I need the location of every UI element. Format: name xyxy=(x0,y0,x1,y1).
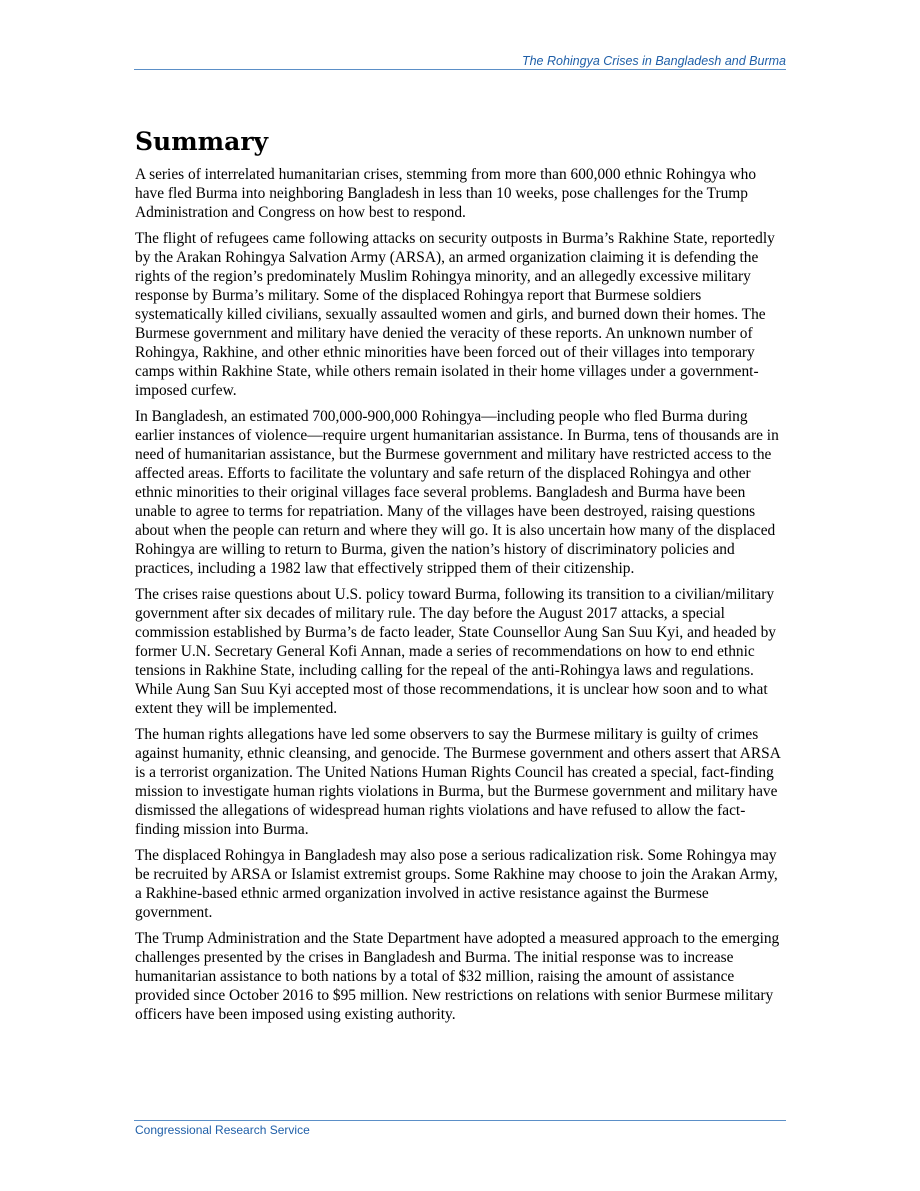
paragraph-6: The displaced Rohingya in Bangladesh may also pose a serious radicalization risk. Some Rohingya may be recruited by ARSA or Islamist extremist groups. Some Rakhine may choose to join the Arakan Army, a Rakhine-based ethnic armed organization involved in active resistance against the Burmese government. xyxy=(135,847,778,921)
footer-divider xyxy=(134,1120,786,1121)
header-divider xyxy=(134,69,786,70)
running-footer-publisher: Congressional Research Service xyxy=(135,1123,310,1137)
paragraph-4: The crises raise questions about U.S. policy toward Burma, following its transition to a civilian/military government after six decades of military rule. The day before the August 2017 attacks, a special commission established by Burma’s de facto leader, State Counsellor Aung San Suu Kyi, and headed by former U.N. Secretary General Kofi Annan, made a series of recommendations on how to end ethnic tensions in Rakhine State, including calling for the repeal of the anti-Rohingya laws and regulations. While Aung San Suu Kyi accepted most of those recommendations, it is unclear how soon and to what extent they will be implemented. xyxy=(135,586,776,717)
paragraph-1: A series of interrelated humanitarian crises, stemming from more than 600,000 ethnic Rohingya who have fled Burma into neighboring Bangladesh in less than 10 weeks, pose challenges for the Trump Administration and Congress on how best to respond. xyxy=(135,166,757,221)
running-header-title: The Rohingya Crises in Bangladesh and Burma xyxy=(521,54,786,68)
page-title: Summary xyxy=(135,127,269,156)
summary-section xyxy=(135,126,787,1031)
paragraph-5: The human rights allegations have led some observers to say the Burmese military is guilty of crimes against humanity, ethnic cleansing, and genocide. The Burmese government and others assert that ARSA is a terrorist organization. The United Nations Human Rights Council has created a special, fact-finding mission to investigate human rights violations in Burma, but the Burmese government and military have dismissed the allegations of widespread human rights violations and have refused to allow the fact-finding mission into Burma. xyxy=(135,726,780,838)
paragraph-2: The flight of refugees came following attacks on security outposts in Burma’s Rakhine State, reportedly by the Arakan Rohingya Salvation Army (ARSA), an armed organization claiming it is defending the rights of the region’s predominately Muslim Rohingya minority, and an allegedly excessive military response by Burma’s military. Some of the displaced Rohingya report that Burmese soldiers systematically killed civilians, sexually assaulted women and girls, and burned down their homes. The Burmese government and military have denied the veracity of these reports. An unknown number of Rohingya, Rakhine, and other ethnic minorities have been forced out of their villages into temporary camps within Rakhine State, while others remain isolated in their home villages under a government-imposed curfew. xyxy=(135,230,775,399)
paragraph-7: The Trump Administration and the State Department have adopted a measured approach to the emerging challenges presented by the crises in Bangladesh and Burma. The initial response was to increase humanitarian assistance to both nations by a total of $32 million, raising the amount of assistance provided since October 2016 to $95 million. New restrictions on relations with senior Burmese military officers have been imposed using existing authority. xyxy=(135,930,780,1023)
paragraph-3: In Bangladesh, an estimated 700,000-900,000 Rohingya—including people who fled Burma during earlier instances of violence—require urgent humanitarian assistance. In Burma, tens of thousands are in need of humanitarian assistance, but the Burmese government and military have restricted access to the affected areas. Efforts to facilitate the voluntary and safe return of the displaced Rohingya and other ethnic minorities to their original villages face several problems. Bangladesh and Burma have been unable to agree to terms for repatriation. Many of the villages have been destroyed, raising questions about when the people can return and where they will go. It is also uncertain how many of the displaced Rohingya are willing to return to Burma, given the nation’s history of discriminatory policies and practices, including a 1982 law that effectively stripped them of their citizenship. xyxy=(135,408,779,577)
